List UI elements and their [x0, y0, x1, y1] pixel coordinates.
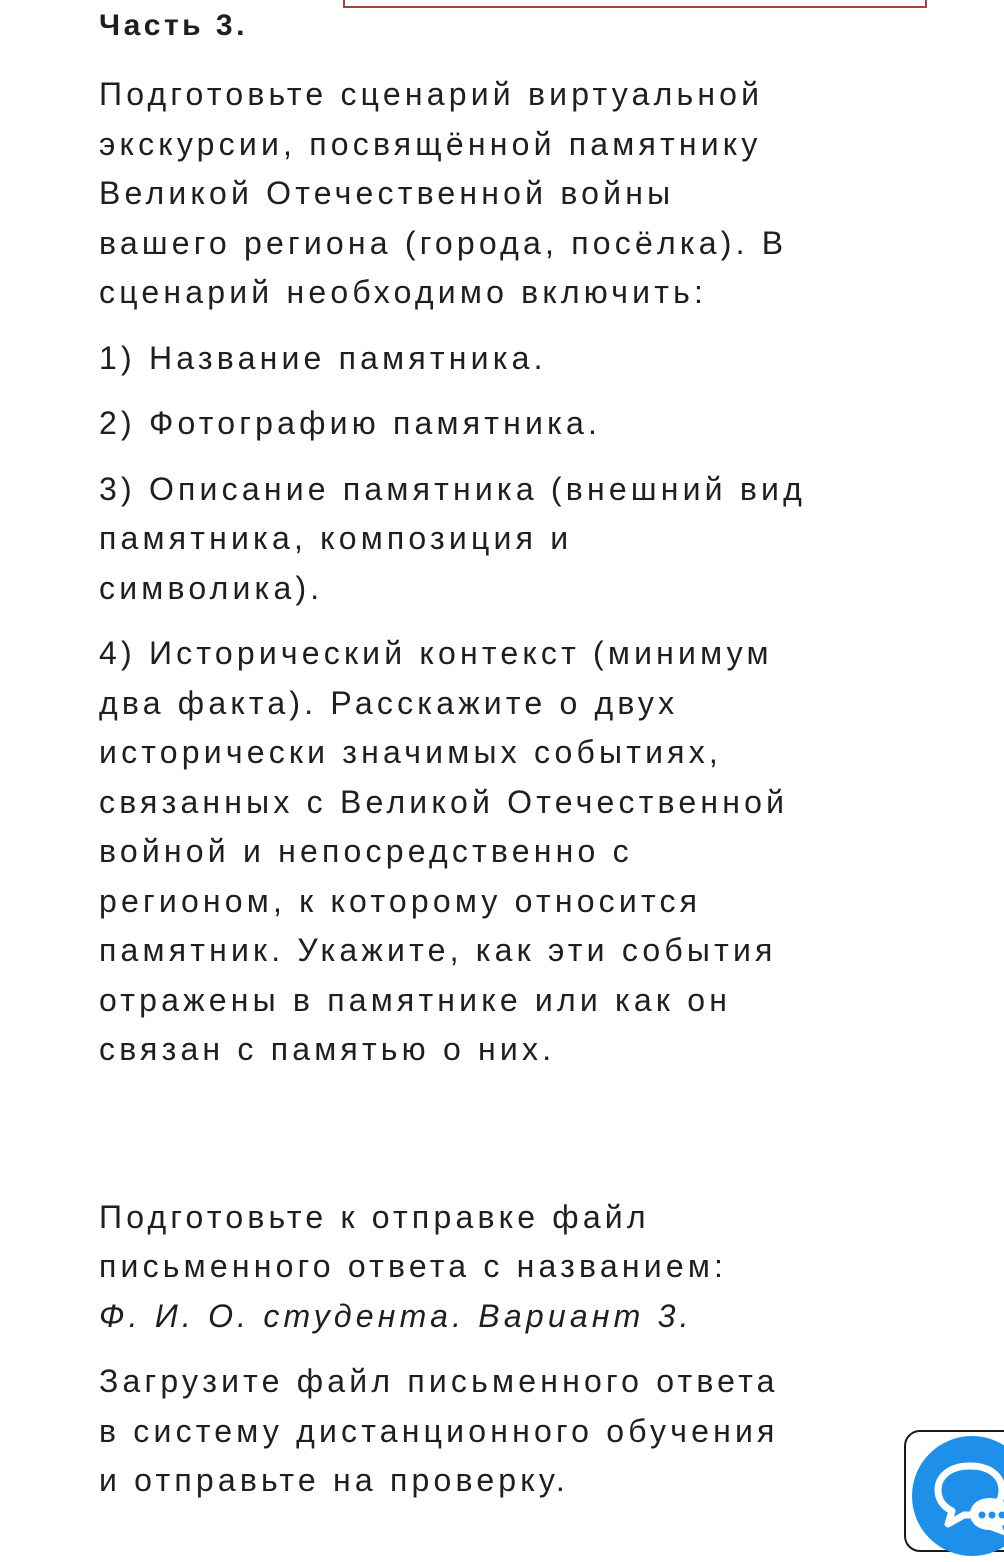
list-item-4: [99, 629, 889, 1075]
intro-paragraph: [99, 70, 889, 318]
page-title: Часть 3.: [99, 9, 248, 42]
chat-circle: [912, 1436, 1004, 1556]
submit-line: Подготовьте к отправке файл: [99, 1198, 650, 1235]
submit-line: письменного ответа с названием:: [99, 1248, 728, 1284]
list-item-line: отражены в памятнике или как он: [99, 981, 732, 1018]
intro-line: вашего региона (города, посёлка). В: [99, 224, 788, 261]
task-content: [99, 4, 889, 1506]
list-item-3: [99, 465, 889, 614]
intro-line: Подготовьте сценарий виртуальной: [99, 76, 764, 112]
filename-template: Ф. И. О. студента. Вариант 3.: [99, 1297, 693, 1334]
upload-instructions: [99, 1357, 889, 1506]
list-item-line: связан с памятью о них.: [99, 1031, 556, 1067]
upload-line: и отправьте на проверку.: [99, 1462, 569, 1498]
list-item-line: регионом, к которому относится: [99, 882, 702, 919]
list-item-line: 4) Исторический контекст (минимум: [99, 635, 773, 671]
intro-line: сценарий необходимо включить:: [99, 274, 708, 310]
list-item-line: войной и непосредственно с: [99, 833, 633, 869]
chat-widget-button[interactable]: [904, 1430, 1004, 1552]
list-item-line: памятник. Укажите, как эти события: [99, 932, 777, 968]
list-item-line: памятника, композиция и: [99, 520, 573, 556]
list-item-line: исторически значимых событиях,: [99, 734, 722, 770]
submit-instructions: [99, 1193, 889, 1342]
list-item-1: 1) Название памятника.: [99, 339, 547, 376]
list-item-line: символика).: [99, 569, 324, 606]
upload-line: в систему дистанционного обучения: [99, 1412, 779, 1449]
list-item-line: два факта). Расскажите о двух: [99, 684, 679, 721]
list-item-line: связанных с Великой Отечественной: [99, 783, 789, 820]
intro-line: экскурсии, посвящённой памятнику: [99, 125, 762, 162]
list-item-2: 2) Фотографию памятника.: [99, 405, 602, 441]
list-item-line: 3) Описание памятника (внешний вид: [99, 470, 806, 507]
intro-line: Великой Отечественной войны: [99, 175, 675, 211]
upload-line: Загрузите файл письменного ответа: [99, 1363, 779, 1399]
chat-bubbles-icon: [930, 1458, 1004, 1538]
